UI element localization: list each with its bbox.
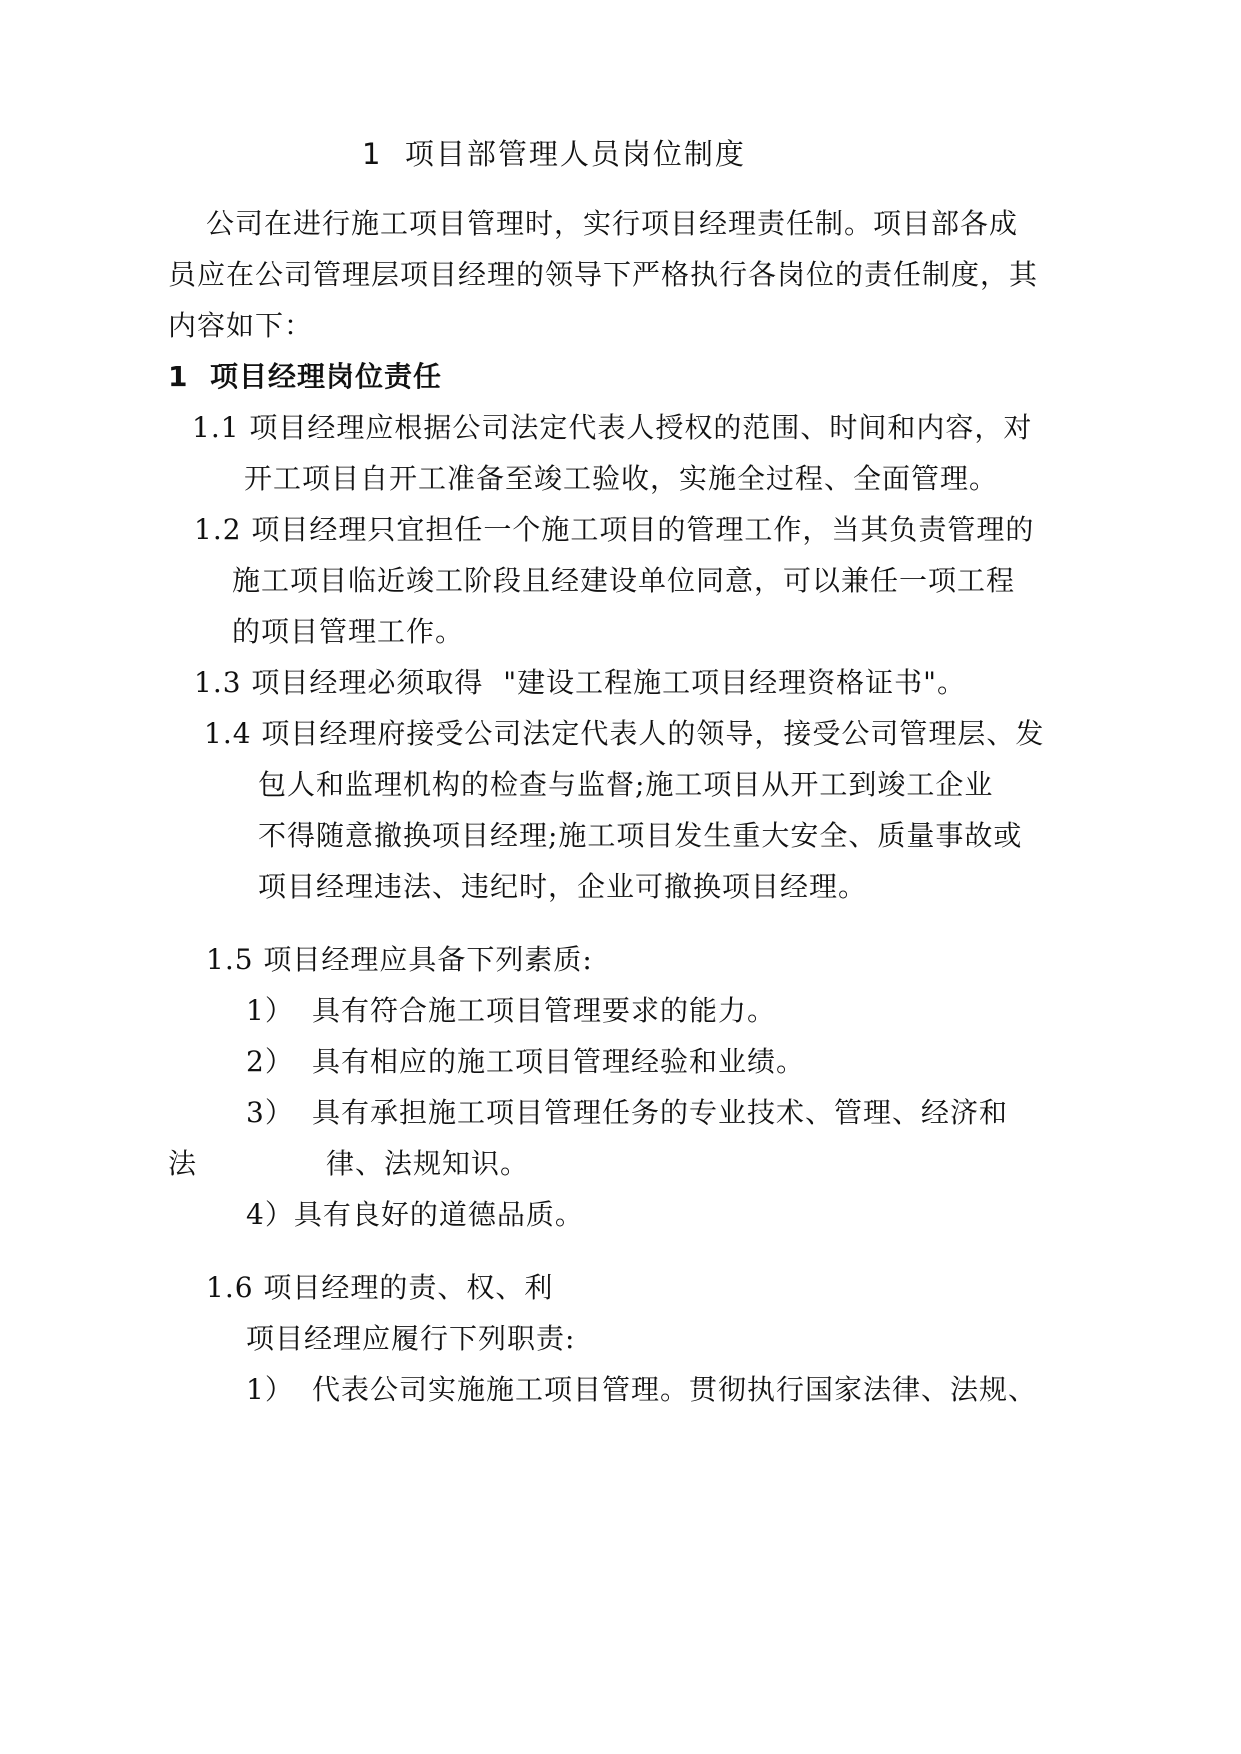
- document-title: 1 项目部管理人员岗位制度: [362, 137, 746, 171]
- item-1-1-line-2: 开工项目自开工准备至竣工验收，实施全过程、全面管理。: [244, 462, 999, 495]
- item-1-4-line-4: 项目经理违法、违纪时，企业可撤换项目经理。: [258, 870, 868, 903]
- quality-3-number: 3）: [246, 1096, 294, 1129]
- intro-line-1: 公司在进行施工项目管理时，实行项目经理责任制。项目部各成: [206, 207, 1019, 240]
- item-1-6-subheading: 项目经理应履行下列职责:: [246, 1322, 576, 1355]
- quality-4: 4）具有良好的道德品质。: [246, 1198, 584, 1231]
- duty-1-text: 代表公司实施施工项目管理。贯彻执行国家法律、法规、: [312, 1373, 1038, 1406]
- item-1-2-line-1: 1.2 项目经理只宜担任一个施工项目的管理工作，当其负责管理的: [194, 513, 1035, 546]
- item-1-4-line-3: 不得随意撤换项目经理;施工项目发生重大安全、质量事故或: [258, 819, 1023, 852]
- quality-2-number: 2）: [246, 1045, 294, 1078]
- intro-line-3: 内容如下：: [168, 309, 314, 342]
- item-1-4-line-2: 包人和监理机构的检查与监督;施工项目从开工到竣工企业: [258, 768, 994, 801]
- quality-3-continuation-a: 法: [168, 1147, 198, 1180]
- quality-3-text: 具有承担施工项目管理任务的专业技术、管理、经济和: [312, 1096, 1009, 1129]
- item-1-3: 1.3 项目经理必须取得 "建设工程施工项目经理资格证书"。: [194, 666, 966, 699]
- item-1-4-line-1: 1.4 项目经理府接受公司法定代表人的领导，接受公司管理层、发: [204, 717, 1045, 750]
- intro-line-2: 员应在公司管理层项目经理的领导下严格执行各岗位的责任制度，其: [168, 258, 1039, 291]
- item-1-1-line-1: 1.1 项目经理应根据公司法定代表人授权的范围、时间和内容，对: [192, 411, 1033, 444]
- item-1-2-line-3: 的项目管理工作。: [232, 615, 465, 648]
- quality-2-text: 具有相应的施工项目管理经验和业绩。: [312, 1045, 806, 1078]
- item-1-6-heading: 1.6 项目经理的责、权、利: [206, 1271, 554, 1304]
- section-heading: 1 项目经理岗位责任: [168, 360, 442, 393]
- item-1-5-heading: 1.5 项目经理应具备下列素质:: [206, 943, 593, 976]
- duty-1-number: 1）: [246, 1373, 294, 1406]
- quality-1-number: 1）: [246, 994, 294, 1027]
- quality-1-text: 具有符合施工项目管理要求的能力。: [312, 994, 777, 1027]
- quality-3-continuation-b: 律、法规知识。: [326, 1147, 530, 1180]
- item-1-2-line-2: 施工项目临近竣工阶段且经建设单位同意，可以兼任一项工程: [232, 564, 1016, 597]
